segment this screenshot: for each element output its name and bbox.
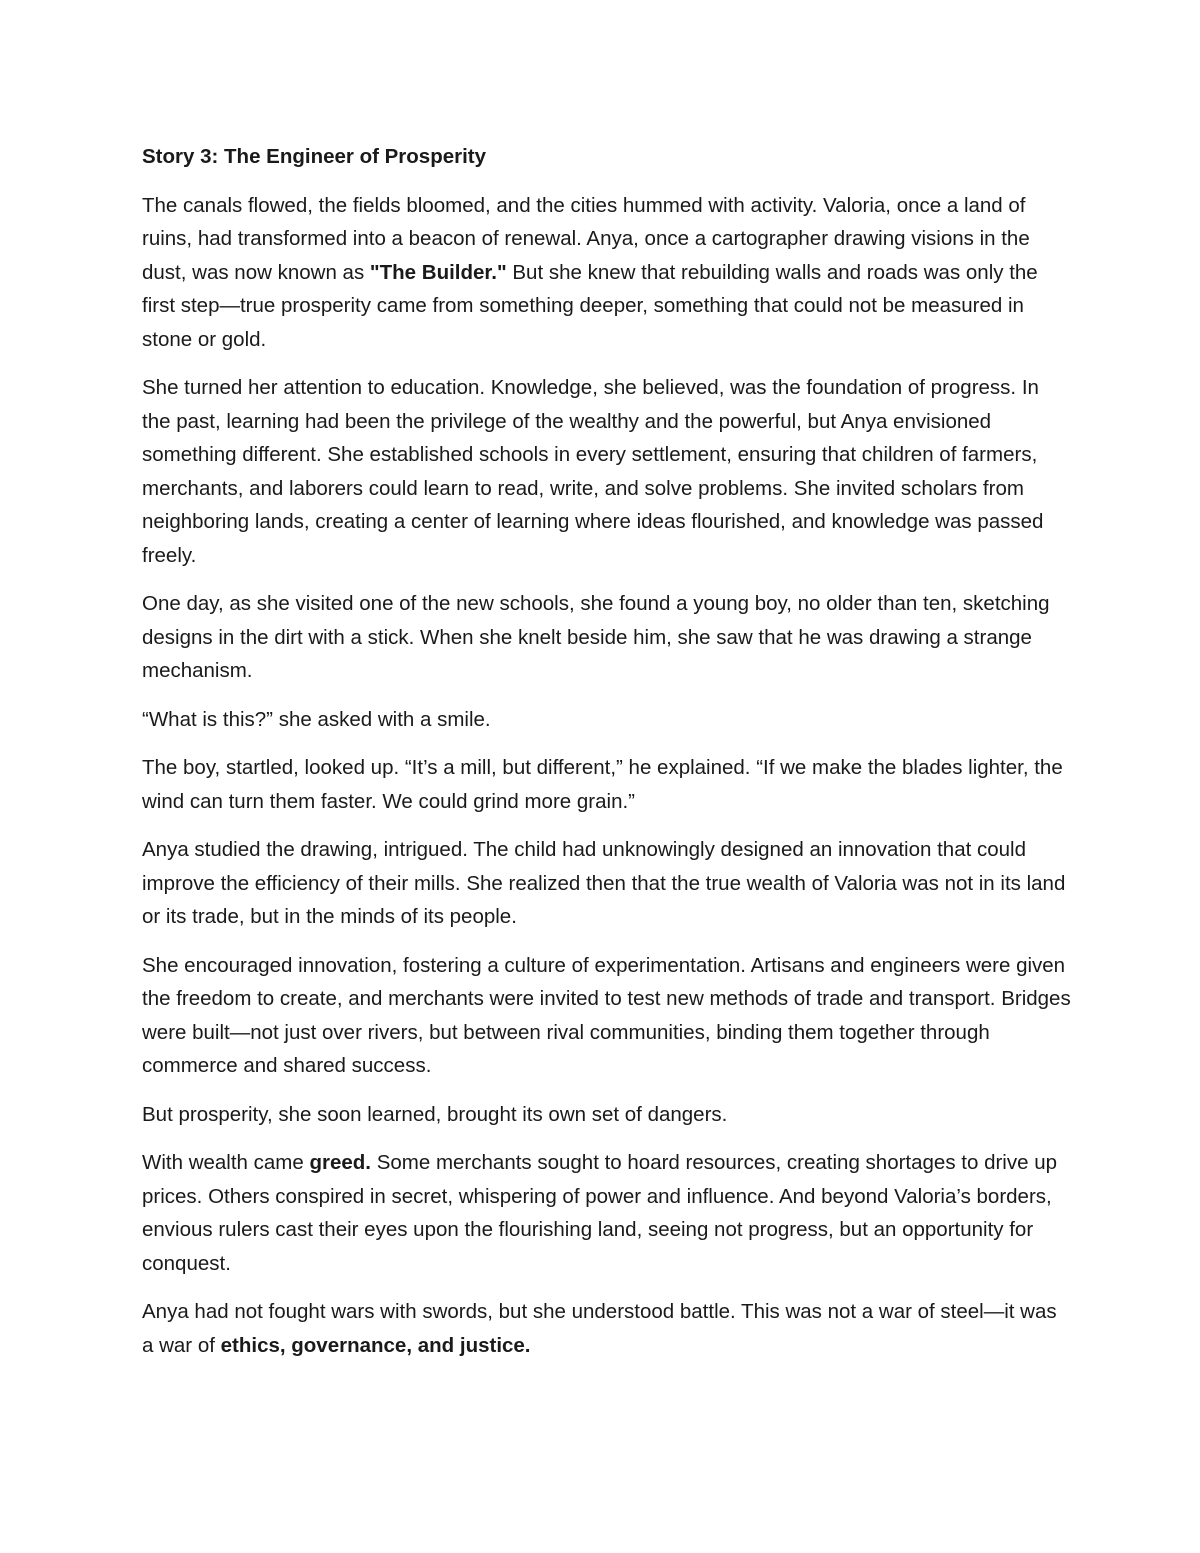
paragraph-4: “What is this?” she asked with a smile. — [142, 707, 491, 731]
paragraph-9-text-b: Some merchants sought to hoard resources, creating shortages to drive up prices. Others conspired in secret, whispering of power and influence. And beyond Valoria’s borders, envious rulers cast their eyes upon the flourishing land, seeing not progress, but an opportunity for conquest. — [142, 1151, 1057, 1275]
paragraph-9-text-a: With wealth came — [142, 1151, 310, 1174]
paragraph-6: Anya studied the drawing, intrigued. The child had unknowingly designed an innovation that could improve the efficiency of their mills. She realized then that the true wealth of Valoria was not in its land or its trade, but in the minds of its people. — [142, 838, 1066, 928]
story-title: Story 3: The Engineer of Prosperity — [142, 145, 487, 168]
paragraph-10-text-a: Anya had not fought wars with swords, but she understood battle. This was not a war of steel—it was a war of — [142, 1300, 1057, 1357]
paragraph-7: She encouraged innovation, fostering a culture of experimentation. Artisans and engineers were given the freedom to create, and merchants were invited to test new methods of trade and transport. Bridges were built—not just over rivers, but between rival communities, binding them together through commerce and shared success. — [142, 953, 1071, 1077]
greed-emphasis: greed. — [309, 1151, 372, 1174]
paragraph-1-text-a: The canals flowed, the fields bloomed, and the cities hummed with activity. Valoria, once a land of ruins, had transformed into a beacon of renewal. Anya, once a cartographer drawing visions in the dust, was now known as — [142, 193, 1030, 284]
paragraph-1-text-b: But she knew that rebuilding walls and roads was only the first step—true prosperity came from something deeper, something that could not be measured in stone or gold. — [142, 260, 1038, 351]
paragraph-10 — [142, 1295, 1072, 1362]
paragraph-2: She turned her attention to education. Knowledge, she believed, was the foundation of progress. In the past, learning had been the privilege of the wealthy and the powerful, but Anya envisioned something different. She established schools in every settlement, ensuring that children of farmers, merchants, and laborers could learn to read, write, and solve problems. She invited scholars from neighboring lands, creating a center of learning where ideas flourished, and knowledge was passed freely. — [142, 376, 1044, 567]
paragraph-8: But prosperity, she soon learned, brought its own set of dangers. — [142, 1102, 728, 1126]
paragraph-5: The boy, startled, looked up. “It’s a mill, but different,” he explained. “If we make the blades lighter, the wind can turn them faster. We could grind more grain.” — [142, 756, 1063, 813]
document-body — [142, 140, 1072, 1377]
paragraph-9 — [142, 1146, 1072, 1280]
builder-name-emphasis: "The Builder." — [369, 260, 507, 284]
ethics-emphasis: ethics, governance, and justice. — [220, 1333, 531, 1357]
paragraph-3: One day, as she visited one of the new schools, she found a young boy, no older than ten, sketching designs in the dirt with a stick. When she knelt beside him, she saw that he was drawing a strange mechanism. — [142, 592, 1050, 682]
paragraph-1 — [142, 189, 1072, 357]
